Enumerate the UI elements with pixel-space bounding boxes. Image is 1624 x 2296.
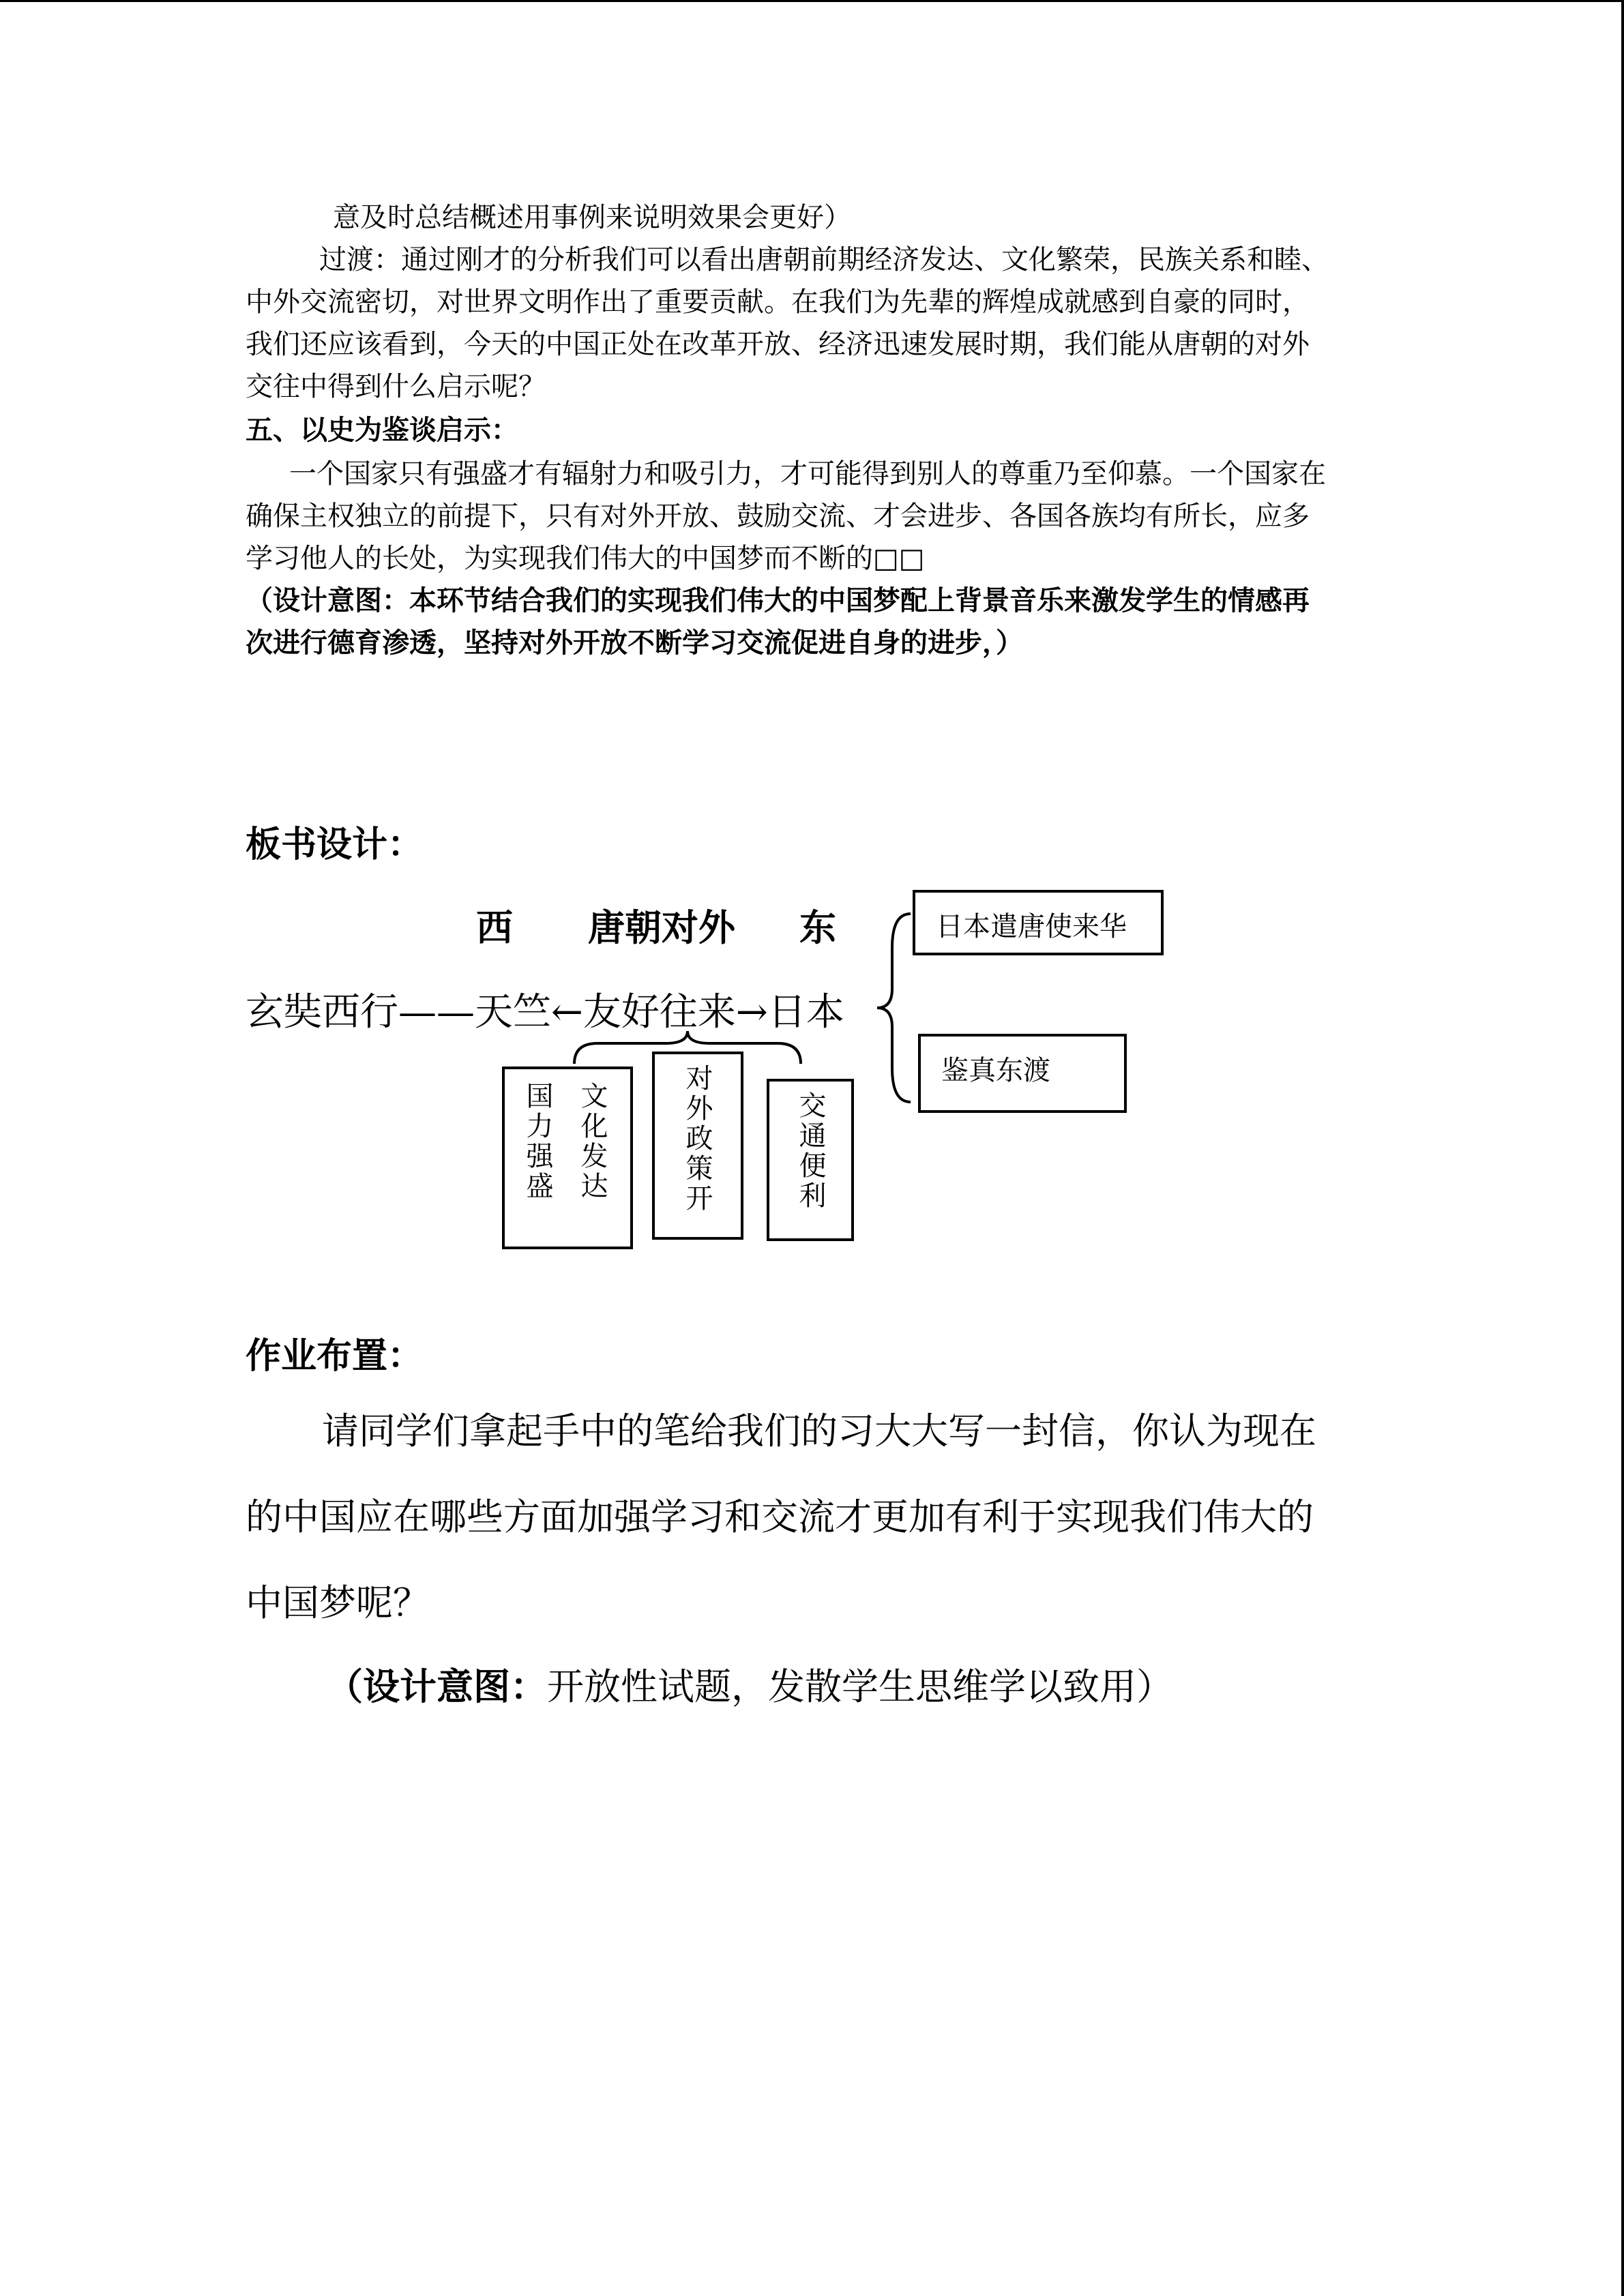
box-power-culture xyxy=(502,1067,633,1249)
page-right-border xyxy=(1621,0,1624,2296)
homework-line-2: 的中国应在哪些方面加强学习和交流才更加有利于实现我们伟大的 xyxy=(246,1495,1314,1538)
box-jianzhen xyxy=(918,1034,1127,1113)
box-guoli-label: 国力强盛 xyxy=(522,1082,553,1202)
section5-line-1: 一个国家只有强盛才有辐射力和吸引力，才可能得到别人的尊重乃至仰慕。一个国家在 xyxy=(289,458,1326,490)
intro-line: 意及时总结概述用事例来说明效果会更好） xyxy=(333,202,851,233)
homework-intent xyxy=(326,1643,1173,1730)
board-title: 板书设计： xyxy=(246,824,424,865)
page-top-border xyxy=(0,0,1624,2)
homework-line-3: 中国梦呢？ xyxy=(246,1581,430,1624)
homework-title: 作业布置： xyxy=(246,1335,424,1377)
board-center-title: 唐朝对外 xyxy=(588,906,735,949)
section5-intent-line-1: （设计意图：本环节结合我们的实现我们伟大的中国梦配上背景音乐来激发学生的情感再 xyxy=(246,584,1310,616)
transition-line-2: 中外交流密切，对世界文明作出了重要贡献。在我们为先辈的辉煌成就感到自豪的同时， xyxy=(246,286,1310,318)
box-duiwai-label: 对外政策开 xyxy=(681,1064,713,1214)
box-japan-label: 日本遣唐使来华 xyxy=(936,911,1127,942)
box-jiaotong-label: 交通便利 xyxy=(795,1091,826,1211)
box-japan-envoys xyxy=(913,890,1164,955)
board-west: 西 xyxy=(476,906,513,949)
transition-line-1: 过渡：通过刚才的分析我们可以看出唐朝前期经济发达、文化繁荣，民族关系和睦、 xyxy=(319,244,1329,275)
box-jianzhen-label: 鉴真东渡 xyxy=(941,1055,1050,1086)
section5-intent-line-2: 次进行德育渗透，坚持对外开放不断学习交流促进自身的进步，） xyxy=(246,627,1023,659)
section5-line-3: 学习他人的长处，为实现我们伟大的中国梦而不断的□□ xyxy=(246,543,925,574)
transition-line-4: 交往中得到什么启示呢？ xyxy=(246,371,546,402)
homework-intent-label: （设计意图： xyxy=(326,1665,547,1708)
homework-line-1: 请同学们拿起手中的笔给我们的习大大写一封信，你认为现在 xyxy=(322,1410,1316,1452)
box-transport xyxy=(767,1079,854,1241)
box-foreign-policy xyxy=(652,1052,743,1240)
homework-intent-text: 开放性试题，发散学生思维学以致用） xyxy=(547,1665,1173,1708)
section5-line-2: 确保主权独立的前提下，只有对外开放、鼓励交流、才会进步、各国各族均有所长，应多 xyxy=(246,501,1310,532)
board-east: 东 xyxy=(799,906,836,949)
box-wenhua-label: 文化发达 xyxy=(576,1082,608,1202)
board-main-line: 玄奘西行——天竺←友好往来→日本 xyxy=(246,990,844,1034)
section5-title: 五、以史为鉴谈启示： xyxy=(246,414,518,446)
transition-line-3: 我们还应该看到，今天的中国正处在改革开放、经济迅速发展时期，我们能从唐朝的对外 xyxy=(246,329,1310,360)
